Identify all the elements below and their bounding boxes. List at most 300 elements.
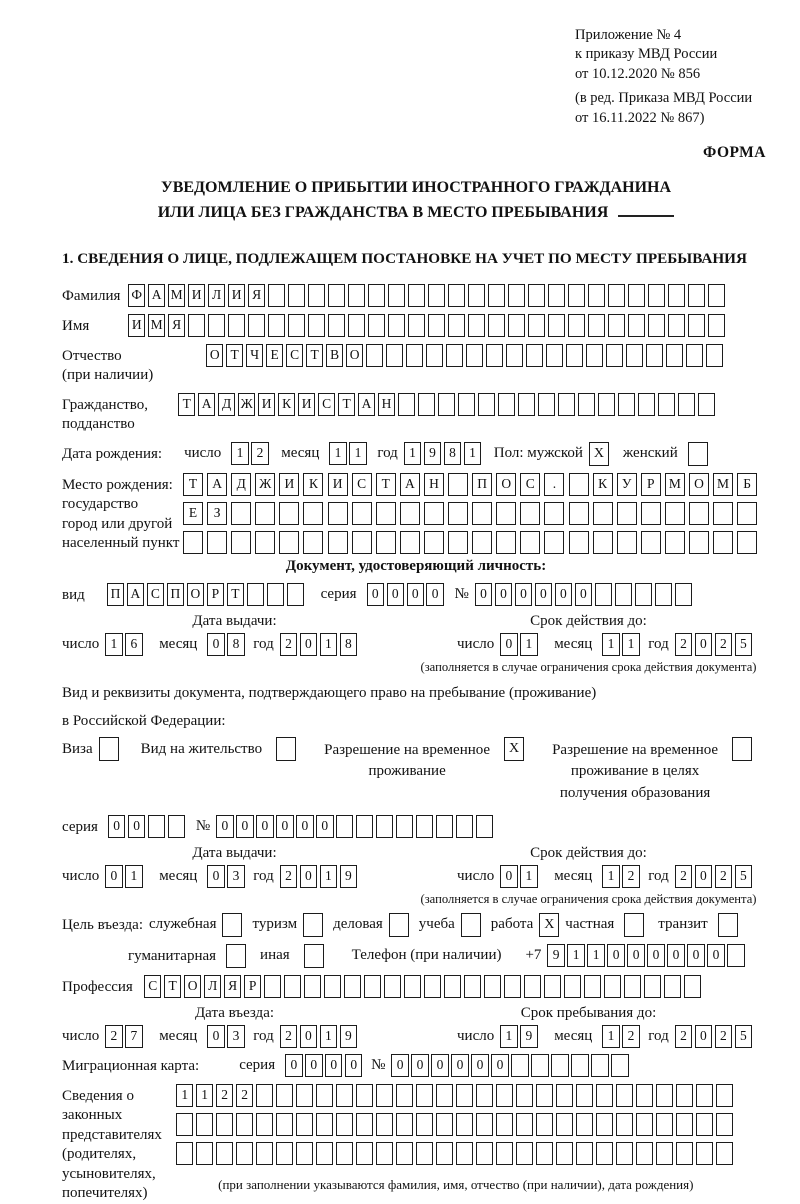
char-cell[interactable] [628, 284, 645, 307]
char-cell[interactable] [516, 1084, 533, 1107]
char-cell[interactable]: 7 [125, 1025, 142, 1048]
char-cell[interactable] [626, 344, 643, 367]
char-cell[interactable] [546, 344, 563, 367]
char-cell[interactable] [716, 1113, 733, 1136]
sex-male-checkbox[interactable]: X [589, 442, 609, 466]
char-cell[interactable] [426, 344, 443, 367]
char-cell[interactable] [668, 314, 685, 337]
char-cell[interactable]: 3 [227, 1025, 244, 1048]
char-cell[interactable] [255, 502, 275, 525]
char-cell[interactable] [276, 1142, 293, 1165]
char-cell[interactable] [568, 314, 585, 337]
char-cell[interactable] [713, 531, 733, 554]
char-cell[interactable]: О [187, 583, 204, 606]
char-cell[interactable] [446, 344, 463, 367]
char-cell[interactable]: З [207, 502, 227, 525]
char-cell[interactable] [536, 1142, 553, 1165]
char-cell[interactable] [472, 502, 492, 525]
char-cell[interactable]: О [346, 344, 363, 367]
char-cell[interactable]: Д [218, 393, 235, 416]
char-cell[interactable] [596, 1084, 613, 1107]
char-cell[interactable] [648, 314, 665, 337]
char-cell[interactable]: У [617, 473, 637, 496]
char-cell[interactable]: Ж [238, 393, 255, 416]
char-cell[interactable] [356, 1142, 373, 1165]
char-cell[interactable]: 0 [475, 583, 492, 606]
char-cell[interactable] [279, 502, 299, 525]
char-cell[interactable]: А [198, 393, 215, 416]
char-cell[interactable] [576, 1113, 593, 1136]
char-cell[interactable]: И [128, 314, 145, 337]
char-cell[interactable] [176, 1142, 193, 1165]
char-cell[interactable] [256, 1142, 273, 1165]
char-cell[interactable] [646, 344, 663, 367]
char-cell[interactable] [636, 1113, 653, 1136]
char-cell[interactable] [618, 393, 635, 416]
char-cell[interactable]: 2 [622, 865, 639, 888]
char-cell[interactable]: 1 [602, 1025, 619, 1048]
char-cell[interactable] [436, 1142, 453, 1165]
char-cell[interactable] [408, 284, 425, 307]
char-cell[interactable] [496, 1084, 513, 1107]
char-cell[interactable]: 0 [707, 944, 724, 967]
char-cell[interactable] [591, 1054, 608, 1077]
char-cell[interactable] [176, 1113, 193, 1136]
char-cell[interactable]: 0 [391, 1054, 408, 1077]
char-cell[interactable]: 1 [320, 1025, 337, 1048]
char-cell[interactable] [636, 1142, 653, 1165]
char-cell[interactable]: 0 [607, 944, 624, 967]
char-cell[interactable] [436, 1113, 453, 1136]
char-cell[interactable] [448, 284, 465, 307]
char-cell[interactable] [520, 502, 540, 525]
char-cell[interactable] [376, 531, 396, 554]
char-cell[interactable] [316, 1084, 333, 1107]
char-cell[interactable] [664, 975, 681, 998]
char-cell[interactable] [496, 531, 516, 554]
char-cell[interactable] [231, 502, 251, 525]
char-cell[interactable]: 0 [345, 1054, 362, 1077]
char-cell[interactable] [498, 393, 515, 416]
char-cell[interactable] [536, 1113, 553, 1136]
char-cell[interactable] [586, 344, 603, 367]
char-cell[interactable]: И [258, 393, 275, 416]
char-cell[interactable] [486, 344, 503, 367]
char-cell[interactable] [336, 1084, 353, 1107]
char-cell[interactable]: 8 [227, 633, 244, 656]
char-cell[interactable] [484, 975, 501, 998]
purpose-other-checkbox[interactable] [304, 944, 324, 968]
char-cell[interactable] [356, 1084, 373, 1107]
char-cell[interactable]: 1 [520, 633, 537, 656]
char-cell[interactable] [356, 815, 373, 838]
char-cell[interactable]: 2 [675, 865, 692, 888]
char-cell[interactable]: Н [378, 393, 395, 416]
char-cell[interactable]: 0 [411, 1054, 428, 1077]
char-cell[interactable] [593, 531, 613, 554]
char-cell[interactable]: А [358, 393, 375, 416]
char-cell[interactable]: С [352, 473, 372, 496]
char-cell[interactable] [279, 531, 299, 554]
char-cell[interactable]: 2 [715, 633, 732, 656]
char-cell[interactable] [478, 393, 495, 416]
char-cell[interactable] [148, 815, 165, 838]
char-cell[interactable] [196, 1142, 213, 1165]
char-cell[interactable]: И [188, 284, 205, 307]
char-cell[interactable] [506, 344, 523, 367]
char-cell[interactable]: 1 [602, 865, 619, 888]
char-cell[interactable] [416, 1142, 433, 1165]
char-cell[interactable]: Е [266, 344, 283, 367]
char-cell[interactable]: 0 [695, 865, 712, 888]
char-cell[interactable] [268, 314, 285, 337]
char-cell[interactable] [196, 1113, 213, 1136]
char-cell[interactable]: Я [248, 284, 265, 307]
char-cell[interactable] [476, 815, 493, 838]
char-cell[interactable]: Ф [128, 284, 145, 307]
char-cell[interactable] [316, 1113, 333, 1136]
char-cell[interactable] [568, 284, 585, 307]
purpose-private-checkbox[interactable] [624, 913, 644, 937]
char-cell[interactable] [276, 1113, 293, 1136]
char-cell[interactable] [424, 502, 444, 525]
char-cell[interactable]: 0 [367, 583, 384, 606]
char-cell[interactable] [616, 1113, 633, 1136]
char-cell[interactable] [247, 583, 264, 606]
char-cell[interactable]: Е [183, 502, 203, 525]
char-cell[interactable]: 2 [251, 442, 268, 465]
char-cell[interactable] [698, 393, 715, 416]
char-cell[interactable] [308, 314, 325, 337]
purpose-humanitarian-checkbox[interactable] [226, 944, 246, 968]
char-cell[interactable] [696, 1113, 713, 1136]
char-cell[interactable] [348, 284, 365, 307]
char-cell[interactable] [428, 314, 445, 337]
char-cell[interactable] [727, 944, 744, 967]
char-cell[interactable]: 0 [575, 583, 592, 606]
char-cell[interactable]: М [148, 314, 165, 337]
char-cell[interactable] [526, 344, 543, 367]
char-cell[interactable]: 0 [207, 633, 224, 656]
char-cell[interactable]: М [168, 284, 185, 307]
char-cell[interactable] [296, 1113, 313, 1136]
char-cell[interactable]: И [298, 393, 315, 416]
char-cell[interactable] [228, 314, 245, 337]
char-cell[interactable]: А [148, 284, 165, 307]
char-cell[interactable]: 0 [276, 815, 293, 838]
char-cell[interactable]: 5 [735, 865, 752, 888]
char-cell[interactable] [303, 502, 323, 525]
char-cell[interactable]: 1 [105, 633, 122, 656]
char-cell[interactable]: 2 [105, 1025, 122, 1048]
char-cell[interactable] [424, 975, 441, 998]
char-cell[interactable] [406, 344, 423, 367]
char-cell[interactable] [648, 284, 665, 307]
char-cell[interactable]: 0 [426, 583, 443, 606]
char-cell[interactable] [556, 1113, 573, 1136]
char-cell[interactable] [444, 975, 461, 998]
char-cell[interactable] [328, 284, 345, 307]
char-cell[interactable] [635, 583, 652, 606]
char-cell[interactable] [569, 531, 589, 554]
char-cell[interactable] [268, 284, 285, 307]
char-cell[interactable]: 0 [407, 583, 424, 606]
char-cell[interactable] [396, 1113, 413, 1136]
char-cell[interactable] [456, 1084, 473, 1107]
visa-checkbox[interactable] [99, 737, 119, 761]
char-cell[interactable]: 3 [227, 865, 244, 888]
char-cell[interactable]: 2 [236, 1084, 253, 1107]
char-cell[interactable] [596, 1113, 613, 1136]
char-cell[interactable] [448, 502, 468, 525]
char-cell[interactable] [267, 583, 284, 606]
char-cell[interactable] [284, 975, 301, 998]
char-cell[interactable]: Т [376, 473, 396, 496]
char-cell[interactable]: 9 [547, 944, 564, 967]
char-cell[interactable] [476, 1113, 493, 1136]
char-cell[interactable]: М [665, 473, 685, 496]
char-cell[interactable] [328, 531, 348, 554]
char-cell[interactable] [588, 314, 605, 337]
residence-permit-checkbox[interactable] [276, 737, 296, 761]
char-cell[interactable] [324, 975, 341, 998]
char-cell[interactable] [308, 284, 325, 307]
char-cell[interactable]: Д [231, 473, 251, 496]
char-cell[interactable] [400, 531, 420, 554]
char-cell[interactable]: К [593, 473, 613, 496]
char-cell[interactable]: 0 [256, 815, 273, 838]
char-cell[interactable] [236, 1142, 253, 1165]
char-cell[interactable] [516, 1142, 533, 1165]
char-cell[interactable] [676, 1142, 693, 1165]
char-cell[interactable]: . [544, 473, 564, 496]
char-cell[interactable] [608, 314, 625, 337]
char-cell[interactable]: 0 [285, 1054, 302, 1077]
char-cell[interactable] [548, 314, 565, 337]
char-cell[interactable] [368, 314, 385, 337]
char-cell[interactable]: 0 [300, 865, 317, 888]
char-cell[interactable] [696, 1142, 713, 1165]
char-cell[interactable]: 0 [451, 1054, 468, 1077]
char-cell[interactable]: Т [227, 583, 244, 606]
char-cell[interactable]: И [328, 473, 348, 496]
char-cell[interactable]: 1 [404, 442, 421, 465]
char-cell[interactable]: 0 [300, 1025, 317, 1048]
char-cell[interactable] [658, 393, 675, 416]
char-cell[interactable] [398, 393, 415, 416]
char-cell[interactable]: М [713, 473, 733, 496]
char-cell[interactable] [496, 502, 516, 525]
char-cell[interactable] [576, 1084, 593, 1107]
char-cell[interactable] [396, 1142, 413, 1165]
char-cell[interactable] [416, 1113, 433, 1136]
char-cell[interactable] [569, 502, 589, 525]
char-cell[interactable] [496, 1142, 513, 1165]
char-cell[interactable] [518, 393, 535, 416]
char-cell[interactable] [408, 314, 425, 337]
char-cell[interactable] [615, 583, 632, 606]
char-cell[interactable]: 0 [128, 815, 145, 838]
char-cell[interactable]: А [207, 473, 227, 496]
char-cell[interactable]: 0 [491, 1054, 508, 1077]
char-cell[interactable] [656, 1113, 673, 1136]
char-cell[interactable] [641, 531, 661, 554]
char-cell[interactable]: 2 [675, 1025, 692, 1048]
char-cell[interactable] [376, 1084, 393, 1107]
char-cell[interactable] [596, 1142, 613, 1165]
char-cell[interactable] [708, 314, 725, 337]
char-cell[interactable]: 2 [280, 865, 297, 888]
char-cell[interactable] [508, 284, 525, 307]
char-cell[interactable] [737, 531, 757, 554]
char-cell[interactable]: Т [178, 393, 195, 416]
char-cell[interactable]: Т [226, 344, 243, 367]
char-cell[interactable] [436, 815, 453, 838]
char-cell[interactable]: 1 [125, 865, 142, 888]
char-cell[interactable]: 0 [431, 1054, 448, 1077]
char-cell[interactable] [356, 1113, 373, 1136]
char-cell[interactable] [376, 815, 393, 838]
char-cell[interactable] [531, 1054, 548, 1077]
char-cell[interactable]: 2 [675, 633, 692, 656]
char-cell[interactable] [396, 815, 413, 838]
char-cell[interactable]: 1 [320, 865, 337, 888]
char-cell[interactable]: 0 [207, 1025, 224, 1048]
char-cell[interactable] [388, 314, 405, 337]
char-cell[interactable] [336, 815, 353, 838]
char-cell[interactable] [569, 473, 589, 496]
char-cell[interactable] [456, 815, 473, 838]
char-cell[interactable] [288, 314, 305, 337]
char-cell[interactable] [713, 502, 733, 525]
char-cell[interactable] [737, 502, 757, 525]
char-cell[interactable] [456, 1142, 473, 1165]
char-cell[interactable] [328, 314, 345, 337]
char-cell[interactable] [676, 1084, 693, 1107]
char-cell[interactable] [352, 531, 372, 554]
char-cell[interactable] [464, 975, 481, 998]
char-cell[interactable] [328, 502, 348, 525]
char-cell[interactable]: А [400, 473, 420, 496]
char-cell[interactable] [344, 975, 361, 998]
char-cell[interactable] [466, 344, 483, 367]
char-cell[interactable]: Б [737, 473, 757, 496]
char-cell[interactable]: Я [168, 314, 185, 337]
char-cell[interactable]: 2 [280, 633, 297, 656]
char-cell[interactable] [520, 531, 540, 554]
char-cell[interactable] [183, 531, 203, 554]
char-cell[interactable] [588, 284, 605, 307]
char-cell[interactable]: 9 [340, 865, 357, 888]
char-cell[interactable] [544, 531, 564, 554]
char-cell[interactable] [528, 314, 545, 337]
char-cell[interactable]: 0 [627, 944, 644, 967]
purpose-work-checkbox[interactable]: X [539, 913, 559, 937]
char-cell[interactable]: 0 [555, 583, 572, 606]
char-cell[interactable]: П [107, 583, 124, 606]
char-cell[interactable] [488, 284, 505, 307]
char-cell[interactable]: 6 [125, 633, 142, 656]
char-cell[interactable] [584, 975, 601, 998]
char-cell[interactable]: Н [424, 473, 444, 496]
char-cell[interactable] [287, 583, 304, 606]
char-cell[interactable] [364, 975, 381, 998]
char-cell[interactable]: 2 [216, 1084, 233, 1107]
char-cell[interactable]: С [520, 473, 540, 496]
char-cell[interactable]: 0 [300, 633, 317, 656]
char-cell[interactable] [488, 314, 505, 337]
char-cell[interactable] [436, 1084, 453, 1107]
char-cell[interactable] [256, 1084, 273, 1107]
char-cell[interactable]: Т [306, 344, 323, 367]
char-cell[interactable] [404, 975, 421, 998]
char-cell[interactable]: К [278, 393, 295, 416]
char-cell[interactable]: 0 [387, 583, 404, 606]
char-cell[interactable] [616, 1084, 633, 1107]
char-cell[interactable] [208, 314, 225, 337]
char-cell[interactable] [678, 393, 695, 416]
char-cell[interactable]: П [167, 583, 184, 606]
purpose-tourism-checkbox[interactable] [303, 913, 323, 937]
purpose-transit-checkbox[interactable] [718, 913, 738, 937]
char-cell[interactable] [706, 344, 723, 367]
char-cell[interactable]: 9 [424, 442, 441, 465]
char-cell[interactable]: С [144, 975, 161, 998]
char-cell[interactable]: К [303, 473, 323, 496]
char-cell[interactable]: Л [204, 975, 221, 998]
char-cell[interactable] [448, 473, 468, 496]
char-cell[interactable]: 1 [567, 944, 584, 967]
char-cell[interactable]: 0 [471, 1054, 488, 1077]
char-cell[interactable]: 9 [520, 1025, 537, 1048]
char-cell[interactable] [665, 502, 685, 525]
char-cell[interactable]: 0 [305, 1054, 322, 1077]
char-cell[interactable] [665, 531, 685, 554]
char-cell[interactable]: С [147, 583, 164, 606]
char-cell[interactable]: 0 [667, 944, 684, 967]
char-cell[interactable] [448, 314, 465, 337]
char-cell[interactable] [655, 583, 672, 606]
char-cell[interactable]: 0 [535, 583, 552, 606]
char-cell[interactable]: Ч [246, 344, 263, 367]
char-cell[interactable] [688, 284, 705, 307]
char-cell[interactable] [288, 284, 305, 307]
char-cell[interactable]: О [184, 975, 201, 998]
char-cell[interactable]: Р [641, 473, 661, 496]
char-cell[interactable] [689, 502, 709, 525]
char-cell[interactable] [636, 1084, 653, 1107]
char-cell[interactable] [608, 284, 625, 307]
char-cell[interactable]: С [318, 393, 335, 416]
char-cell[interactable]: 0 [695, 633, 712, 656]
char-cell[interactable]: В [326, 344, 343, 367]
char-cell[interactable]: 1 [196, 1084, 213, 1107]
char-cell[interactable]: Т [164, 975, 181, 998]
char-cell[interactable] [544, 975, 561, 998]
char-cell[interactable]: 0 [687, 944, 704, 967]
char-cell[interactable] [496, 1113, 513, 1136]
char-cell[interactable]: 5 [735, 633, 752, 656]
char-cell[interactable] [606, 344, 623, 367]
char-cell[interactable] [604, 975, 621, 998]
char-cell[interactable] [538, 393, 555, 416]
sex-female-checkbox[interactable] [688, 442, 708, 466]
char-cell[interactable]: 0 [500, 633, 517, 656]
char-cell[interactable] [556, 1084, 573, 1107]
char-cell[interactable] [524, 975, 541, 998]
char-cell[interactable]: 0 [216, 815, 233, 838]
char-cell[interactable] [571, 1054, 588, 1077]
